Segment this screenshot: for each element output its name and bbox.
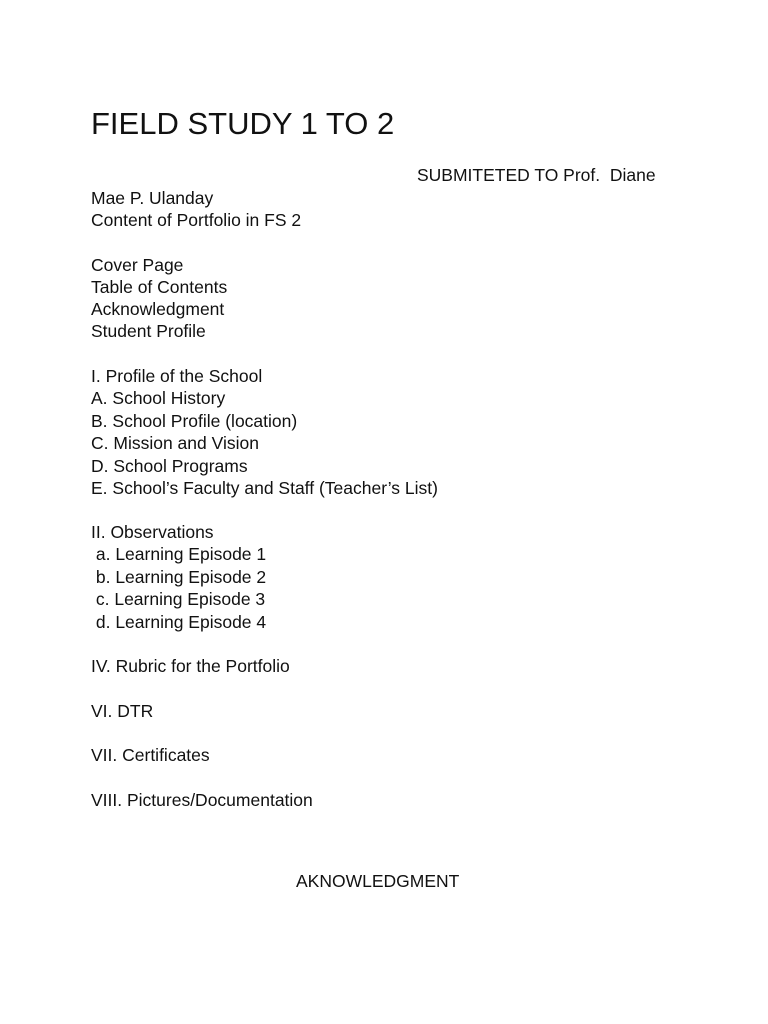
front-matter-item: Table of Contents <box>91 277 228 297</box>
section-item: A. School History <box>91 388 226 408</box>
submitted-to-line: SUBMITETED TO Prof. Diane <box>417 165 656 185</box>
acknowledgment-heading: AKNOWLEDGMENT <box>296 871 460 891</box>
section-heading: I. Profile of the School <box>91 366 263 386</box>
document-title: FIELD STUDY 1 TO 2 <box>91 106 395 141</box>
section-item: E. School’s Faculty and Staff (Teacher’s List) <box>91 478 438 498</box>
front-matter-item: Cover Page <box>91 255 184 275</box>
section-heading: II. Observations <box>91 522 214 542</box>
front-matter-item: Student Profile <box>91 321 206 341</box>
section-item: C. Mission and Vision <box>91 433 259 453</box>
section-heading: VI. DTR <box>91 701 154 721</box>
section-heading: VIII. Pictures/Documentation <box>91 790 313 810</box>
front-matter-item: Acknowledgment <box>91 299 225 319</box>
section-item: b. Learning Episode 2 <box>91 567 267 587</box>
section-item: a. Learning Episode 1 <box>91 544 267 564</box>
section-heading: VII. Certificates <box>91 745 210 765</box>
section-item: c. Learning Episode 3 <box>91 589 266 609</box>
section-item: d. Learning Episode 4 <box>91 612 267 632</box>
contents-heading: Content of Portfolio in FS 2 <box>91 210 302 230</box>
section-item: B. School Profile (location) <box>91 411 298 431</box>
section-heading: IV. Rubric for the Portfolio <box>91 656 290 676</box>
section-item: D. School Programs <box>91 456 248 476</box>
author-name: Mae P. Ulanday <box>91 188 214 208</box>
